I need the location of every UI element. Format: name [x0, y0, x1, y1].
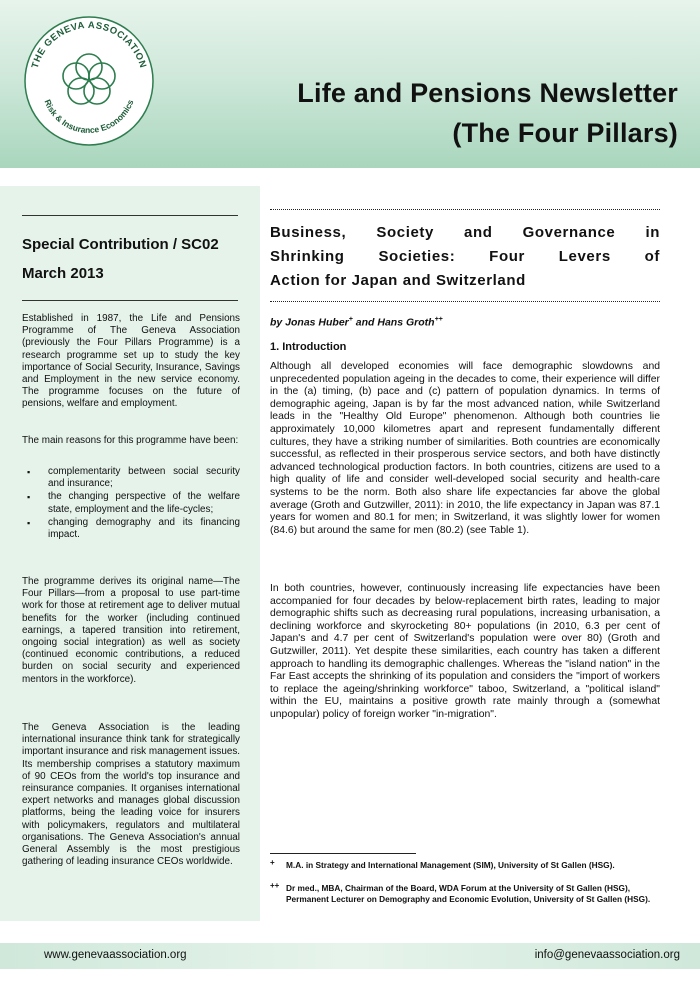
page-footer: [0, 943, 700, 969]
footnote-mark: ++: [270, 881, 280, 890]
page-header: [0, 0, 700, 168]
reasons-list: [22, 466, 240, 542]
article-title-line: Business, Society and Governance in: [270, 224, 660, 241]
list-item: ▪ changing demography and its financing impact.: [22, 517, 240, 541]
byline: [270, 316, 443, 329]
list-item: ▪ the changing perspective of the welfare state, employment and the life-cycles;: [22, 491, 240, 515]
website-link[interactable]: www.genevaassociation.org: [44, 949, 187, 961]
sidebar-divider: [22, 300, 238, 301]
footnote-divider: [270, 853, 416, 854]
association-paragraph: The Geneva Association is the leading international insurance think tank for strategically important insurance and risk management issues. Its membership comprises a statutory maximum of 90 CEOs from the world's top insurance and reinsurance companies. It organises international expert networks and manages global discussion platforms, being the leading voice for insurers with policymakers, regulators and multilateral organisations. The Geneva Association's annual General Assembly is the most prestigious gathering of leading insurance CEOs worldwide.: [22, 722, 240, 868]
programme-intro: Established in 1987, the Life and Pensions Programme of The Geneva Association (previously the Four Pillars Programme) is a research programme set up to study the key importance of Social Security, Insurance, Savings and Employment in the new service economy. The programme focuses on the future of pensions, welfare and employment.: [22, 313, 240, 410]
article-title: [270, 221, 660, 293]
article-title-line: Shrinking Societies: Four Levers of: [270, 248, 660, 265]
footnote-mark: +: [348, 316, 353, 323]
section-heading: 1. Introduction: [270, 341, 347, 353]
email-link[interactable]: info@genevaassociation.org: [534, 949, 680, 961]
contribution-label: Special Contribution / SC02: [22, 236, 219, 253]
issue-date: March 2013: [22, 265, 104, 282]
title-top-rule: [270, 209, 660, 210]
intro-paragraph-2: In both countries, however, continuously increasing life expectancies have been accompanied for four decades by below-replacement birth rates, leading to major demographic shifts such as decreasing rural populations, increasing urbanisation, a declining workforce and skyrocketing 80+ populations (in 2010, 6.3 per cent of Japan's and 4.7 per cent of Switzerland's population were over 80) (Groth and Gutzwiller, 2011). Yet despite these similarities, each country has taken a different approach to handling its demographic challenges. Whereas the "island nation" in the Far East accepts the shrinking of its population and considers the "import of workers to replace the ageing/shrinking workforce" taboo, Switzerland, a "political island" within the EU, maintains a positive growth rate mainly through a (somewhat unpopular) policy of foreign worker "in-migration".: [270, 583, 660, 720]
footnote: [270, 883, 660, 904]
byline-author-2: and Hans Groth: [352, 316, 435, 329]
footnote-text: Dr med., MBA, Chairman of the Board, WDA Forum at the University of St Gallen (HSG), Permanent Lecturer on Demography and Economic Evolution, University of St Gallen (HSG).: [286, 883, 651, 904]
footnote-text: M.A. in Strategy and International Management (SIM), University of St Gallen (HSG).: [286, 860, 615, 870]
svg-text:Risk & Insurance Economics: Risk & Insurance Economics: [42, 97, 136, 136]
reasons-intro: The main reasons for this programme have been:: [22, 435, 239, 446]
footnote-mark: ++: [434, 316, 443, 323]
footnote: [270, 860, 660, 871]
footnote-mark: +: [270, 858, 275, 867]
programme-name-paragraph: The programme derives its original name—The Four Pillars—from a proposal to use part-time work for those at retirement age to deliver mutual benefits for the worker (including continued earnings, a tapered transition into retirement, ongoing social integration) as well as society (continued economic contributions, a reduced burden on social security and experienced mentors in the workforce).: [22, 576, 240, 685]
newsletter-subtitle: (The Four Pillars): [452, 118, 678, 148]
sidebar-divider: [22, 215, 238, 216]
title-bottom-rule: [270, 301, 660, 302]
svg-text:THE GENEVA ASSOCIATION: THE GENEVA ASSOCIATION: [29, 19, 149, 70]
newsletter-title: Life and Pensions Newsletter: [297, 78, 678, 108]
geneva-association-logo: [14, 6, 164, 156]
article-title-line: Action for Japan and Switzerland: [270, 272, 526, 289]
list-item: ▪ complementarity between social security and insurance;: [22, 466, 240, 490]
intro-paragraph-1: Although all developed economies will face demographic slowdowns and unprecedented population ageing in the decades to come, their experience will differ in the (a) timing, (b) pace and (c) pattern of population dynamics. In terms of demographic ageing, Japan is by far the most advanced nation, while Switzerland leads in the "Healthy Old Europe" phenomenon. Although both countries lie approximately 10,000 kilometres apart and represent fundamentally different cultures, they have a striking number of similarities. Both countries are economically successful, as reflected in their prosperous service sectors, and both have distinctly advanced technological production factors. In both countries, citizens are used to a high quality of life and consider well-developed social security and health-care systems to be the norm. Both also share life expectancies far above the global average (Groth and Gutzwiller, 2011): in 2010, the life expectancy in Japan was 87.1 years for women and 80.1 for men; in Switzerland, it was slightly lower for women (84.6) but around the same for men (80.2) (see Table 1).: [270, 361, 660, 536]
byline-author-1: by Jonas Huber: [270, 316, 349, 329]
